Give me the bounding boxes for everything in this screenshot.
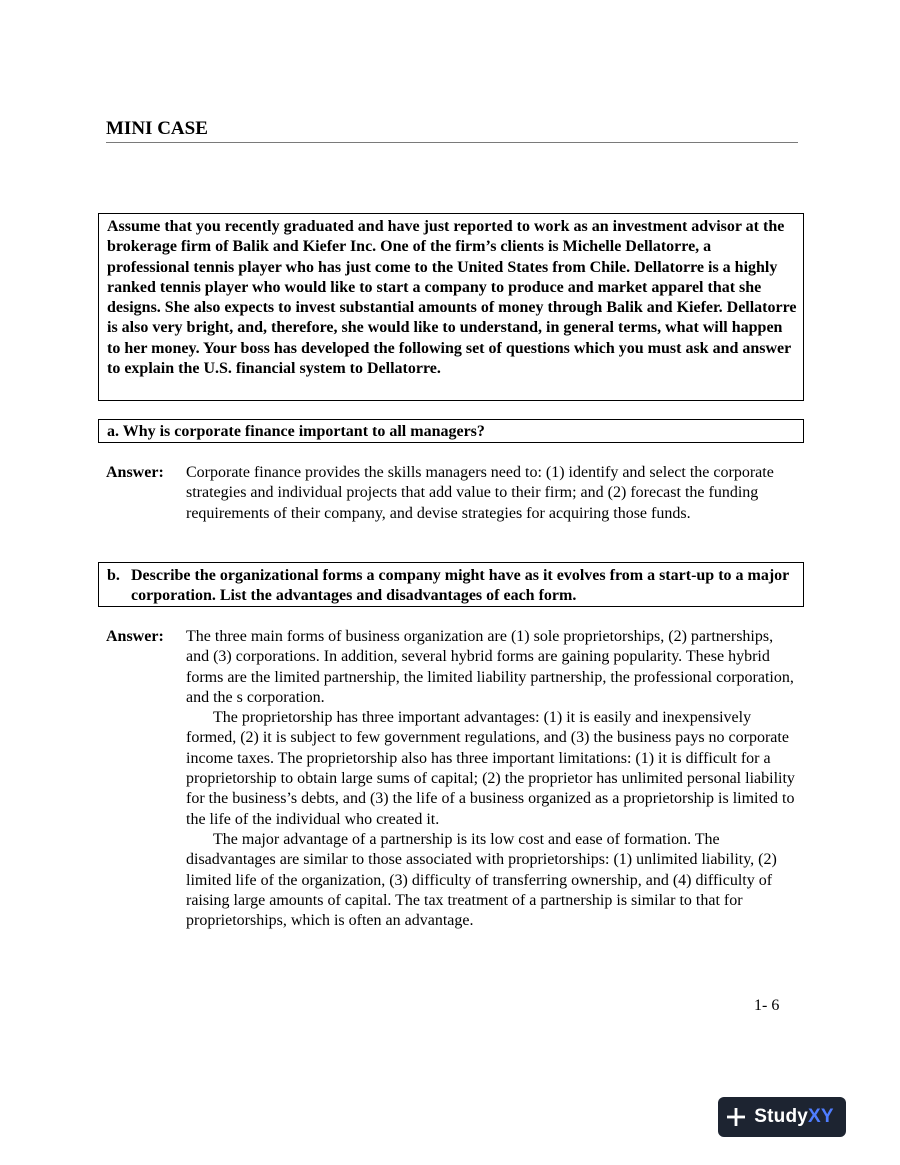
answer-b-paragraph-2: The proprietorship has three important advantages: (1) it is easily and inexpensively formed, (2) it is subject to few government regulations, and (3) the business pays no corporate income taxes. The proprietorship also has three important limitations: (1) it is difficult for a proprietorship to obtain large sums of capital; (2) the proprietor has unlimited personal liability for the business’s debts, and (3) the life of a business organized as a proprietorship is limited to the life of the individual who created it. [186,709,795,828]
question-b-label: b. [107,567,120,584]
answer-a [106,463,796,524]
answer-b-text [186,627,796,931]
question-b-box [98,562,804,607]
answer-label: Answer: [106,628,164,645]
plus-icon [726,1107,746,1127]
studyxy-logo-text [754,1106,834,1128]
answer-label: Answer: [106,464,164,481]
section-heading: MINI CASE [106,118,798,143]
brand-accent: XY [808,1106,834,1127]
studyxy-badge[interactable] [718,1097,846,1137]
brand-main: Study [754,1106,809,1127]
case-intro-box: Assume that you recently graduated and have just reported to work as an investment advisor at the brokerage firm of Balik and Kiefer Inc. One of the firm’s clients is Michelle Dellatorre, a professional tennis player who has just come to the United States from Chile. Dellatorre is a highly ranked tennis player who would like to start a company to produce and market apparel that she designs. She also expects to invest substantial amounts of money through Balik and Kiefer. Dellatorre is also very bright, and, therefore, she would like to understand, in general terms, what will happen to her money. Your boss has developed the following set of questions which you must ask and answer to explain the U.S. financial system to Dellatorre. [98,213,804,401]
question-b-text: Describe the organizational forms a company might have as it evolves from a start-up to a major corporation. List the advantages and disadvantages of each form. [131,567,789,605]
answer-a-paragraph: Corporate finance provides the skills managers need to: (1) identify and select the corporate strategies and individual projects that add value to their firm; and (2) forecast the funding requirements of their company, and devise strategies for acquiring those funds. [186,464,774,522]
answer-b [106,627,796,931]
question-a-box: a. Why is corporate finance important to all managers? [98,419,804,443]
answer-a-text [186,463,796,524]
page-number: 1- 6 [754,997,780,1014]
answer-b-paragraph-1: The three main forms of business organization are (1) sole proprietorships, (2) partnerships, and (3) corporations. In addition, several hybrid forms are gaining popularity. These hybrid forms are the limited partnership, the limited liability partnership, the professional corporation, and the s corporation. [186,628,794,706]
answer-b-paragraph-3: The major advantage of a partnership is its low cost and ease of formation. The disadvantages are similar to those associated with proprietorships: (1) unlimited liability, (2) limited life of the organization, (3) difficulty of transferring ownership, and (4) difficulty of raising large amounts of capital. The tax treatment of a partnership is similar to that for proprietorships, which is often an advantage. [186,830,777,930]
